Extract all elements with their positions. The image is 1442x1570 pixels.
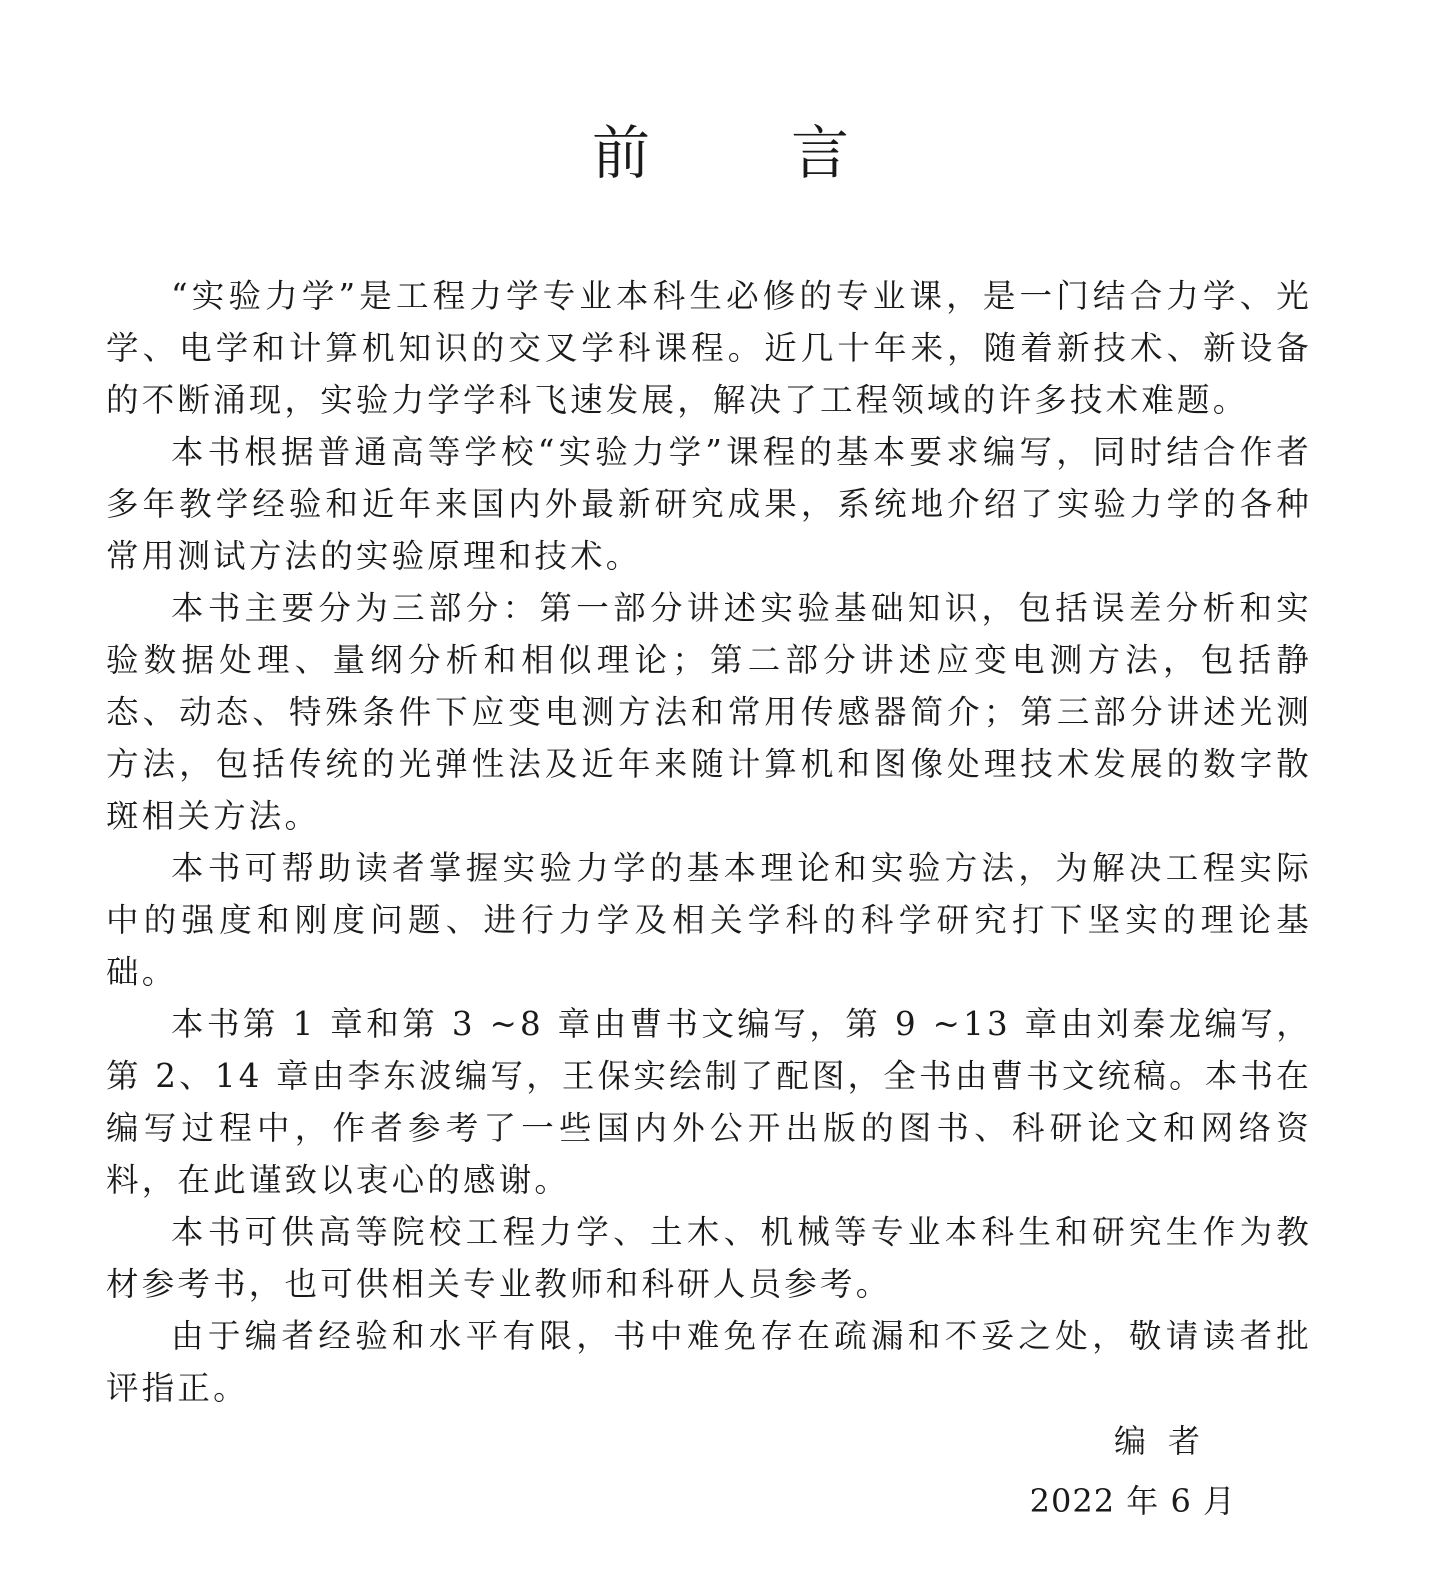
signature-block xyxy=(836,1418,1236,1524)
paragraph-2: 本书根据普通高等学校“实验力学”课程的基本要求编写，同时结合作者多年教学经验和近年来国内外最新研究成果，系统地介绍了实验力学的各种常用测试方法的实验原理和技术。 xyxy=(106,433,1312,575)
paragraph-1: “实验力学”是工程力学专业本科生必修的专业课，是一门结合力学、光学、电学和计算机知识的交叉学科课程。近几十年来，随着新技术、新设备的不断涌现，实验力学学科飞速发展，解决了工程领域的许多技术难题。 xyxy=(106,277,1312,419)
title-char-1: 前 xyxy=(591,119,651,187)
paragraph-6: 本书可供高等院校工程力学、土木、机械等专业本科生和研究生作为教材参考书，也可供相关专业教师和科研人员参考。 xyxy=(106,1213,1312,1303)
paragraph-3: 本书主要分为三部分：第一部分讲述实验基础知识，包括误差分析和实验数据处理、量纲分析和相似理论；第二部分讲述应变电测方法，包括静态、动态、特殊条件下应变电测方法和常用传感器简介；第三部分讲述光测方法，包括传统的光弹性法及近年来随计算机和图像处理技术发展的数字散斑相关方法。 xyxy=(106,589,1312,835)
signature-date: 2022 年 6 月 xyxy=(1029,1482,1236,1520)
paragraph-4: 本书可帮助读者掌握实验力学的基本理论和实验方法，为解决工程实际中的强度和刚度问题、进行力学及相关学科的科学研究打下坚实的理论基础。 xyxy=(106,849,1312,991)
paragraph-7: 由于编者经验和水平有限，书中难免存在疏漏和不妥之处，敬请读者批评指正。 xyxy=(106,1317,1312,1407)
signature-author: 编者 xyxy=(1113,1422,1222,1460)
preface-body xyxy=(106,270,1312,1414)
title-char-2: 言 xyxy=(791,119,851,187)
paragraph-5: 本书第 1 章和第 3 ~8 章由曹书文编写，第 9 ~13 章由刘秦龙编写，第 2、14 章由李东波编写，王保实绘制了配图，全书由曹书文统稿。本书在编写过程中，作者参考了一些国内外公开出版的图书、科研论文和网络资料，在此谨致以衷心的感谢。 xyxy=(106,1005,1312,1199)
page-title xyxy=(0,118,1442,188)
